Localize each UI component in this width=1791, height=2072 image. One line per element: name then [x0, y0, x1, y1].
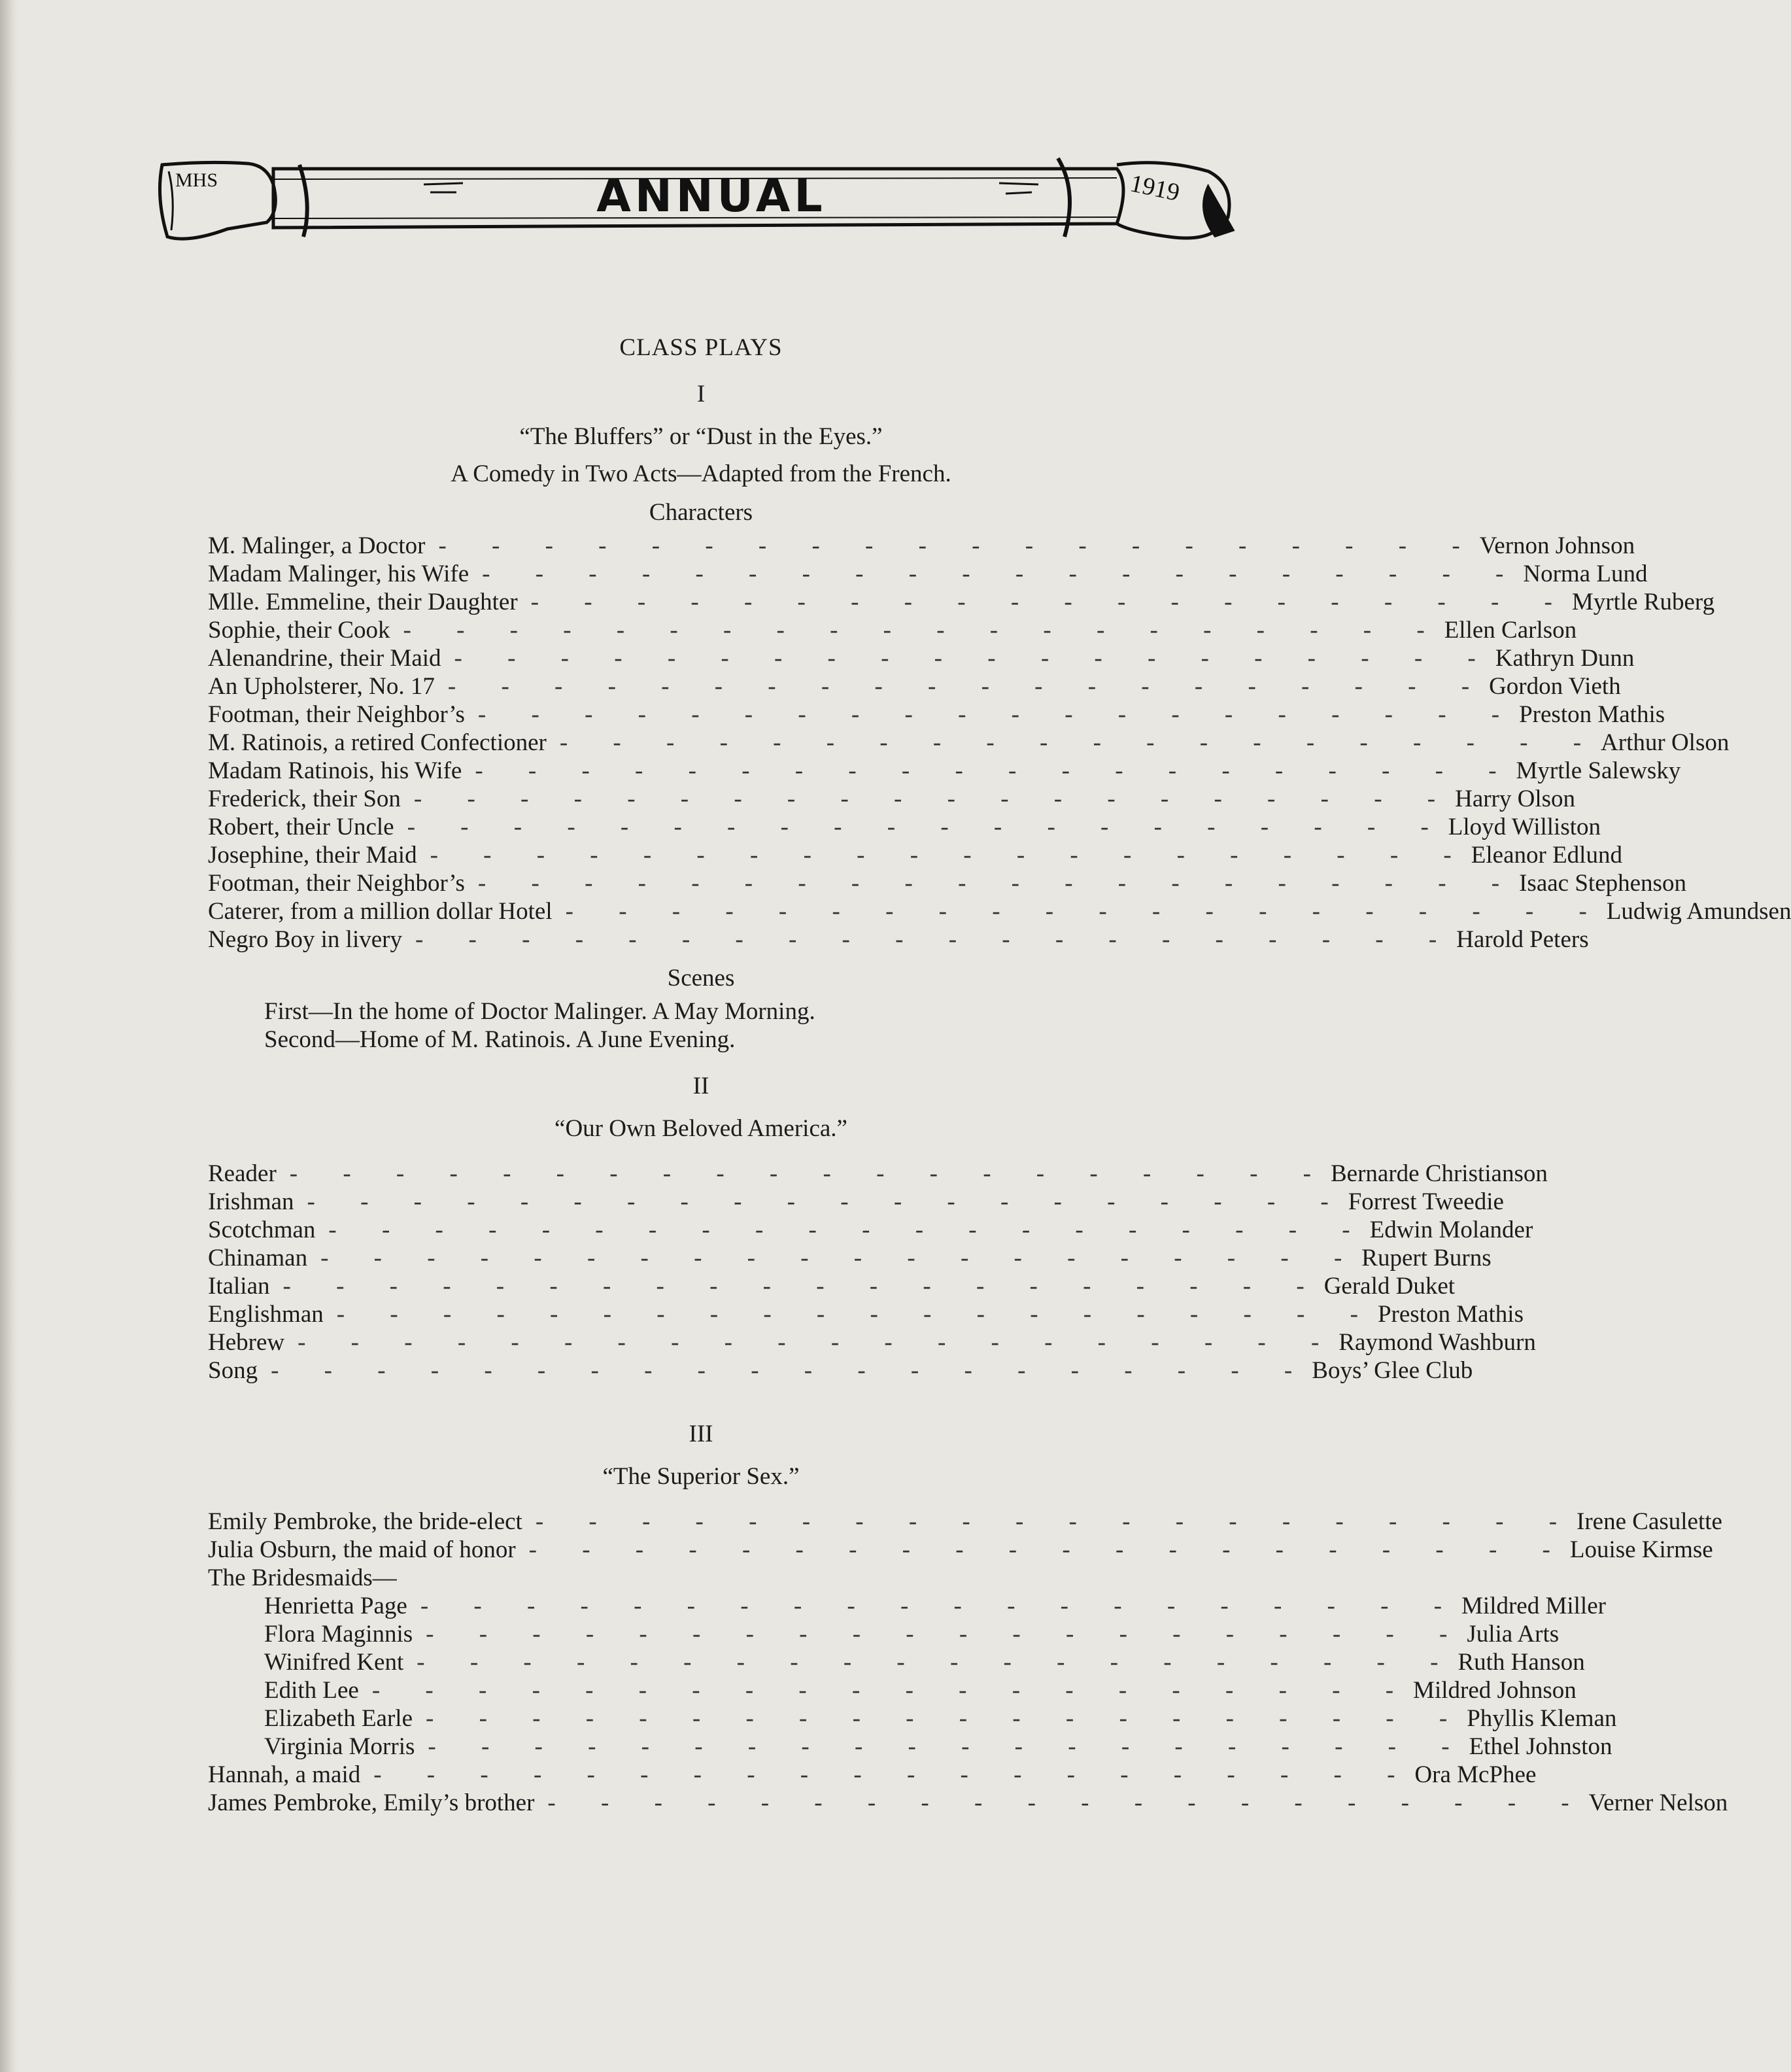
actor-name: Ludwig Amundsen	[1606, 898, 1791, 925]
actor-name: Eleanor Edlund	[1471, 842, 1622, 869]
leader-dashes: - - - - - - - - - - - - - - - - - - - -	[289, 1160, 1331, 1187]
cast-row	[208, 1328, 1536, 1356]
role-name: Emily Pembroke, the bride-elect	[208, 1508, 522, 1535]
role-name: Henrietta Page	[264, 1593, 407, 1619]
actor-name: Kathryn Dunn	[1495, 645, 1635, 672]
leader-dashes: - - - - - - - - - - - - - - - - - - - -	[447, 673, 1490, 700]
leader-dashes: - - - - - - - - - - - - - - - - - - - -	[535, 1508, 1577, 1535]
actor-name: Gordon Vieth	[1489, 673, 1621, 700]
role-name: Madam Ratinois, his Wife	[208, 757, 462, 784]
actor-name: Julia Arts	[1467, 1621, 1560, 1648]
actor-name: Gerald Duket	[1323, 1273, 1456, 1300]
cast-row	[208, 813, 1601, 841]
role-name: Englishman	[208, 1301, 324, 1328]
leader-dashes: - - - - - - - - - - - - - - - - - - - -	[415, 926, 1457, 953]
cast-row	[208, 1300, 1524, 1328]
role-name: Italian	[208, 1273, 270, 1300]
leader-dashes: - - - - - - - - - - - - - - - - - - - -	[320, 1245, 1362, 1271]
leader-dashes: - - - - - - - - - - - - - - - - - - - -	[428, 1733, 1469, 1760]
annual-banner	[149, 145, 1240, 250]
leader-dashes: - - - - - - - - - - - - - - - - - - - -	[413, 786, 1456, 812]
leader-dashes: - - - - - - - - - - - - - - - - - - - -	[547, 1789, 1589, 1816]
actor-name: Ora McPhee	[1414, 1761, 1537, 1788]
cast-row	[208, 1676, 1577, 1704]
role-name: Chinaman	[208, 1245, 308, 1271]
actor-name: Preston Mathis	[1377, 1301, 1524, 1328]
role-name: Robert, their Uncle	[208, 814, 394, 840]
role-name: Song	[208, 1357, 258, 1384]
play-1-title: “The Bluffers” or “Dust in the Eyes.”	[519, 423, 883, 450]
cast-row	[208, 1244, 1492, 1272]
play-1-subtitle: A Comedy in Two Acts—Adapted from the French.	[451, 460, 951, 487]
actor-name: Rupert Burns	[1361, 1245, 1492, 1271]
role-name: Josephine, their Maid	[208, 842, 417, 869]
cast-row	[208, 1704, 1617, 1733]
cast-row	[208, 1188, 1504, 1216]
cast-row	[208, 1733, 1612, 1761]
play-1-scene-1: First—In the home of Doctor Malinger. A May Morning.	[264, 998, 815, 1025]
play-3-cast-list-after	[208, 1761, 1728, 1817]
cast-row	[208, 1272, 1456, 1300]
play-3-cast-list	[208, 1508, 1722, 1564]
banner-title: ANNUAL	[596, 170, 827, 222]
actor-name: Mildred Johnson	[1413, 1677, 1577, 1704]
role-name: M. Malinger, a Doctor	[208, 532, 426, 559]
leader-dashes: - - - - - - - - - - - - - - - - - - - -	[426, 1621, 1467, 1648]
role-name: An Upholsterer, No. 17	[208, 673, 435, 700]
role-name: Footman, their Neighbor’s	[208, 870, 465, 897]
play-3-bridesmaids-list	[208, 1592, 1617, 1761]
actor-name: Forrest Tweedie	[1348, 1188, 1504, 1215]
role-name: Footman, their Neighbor’s	[208, 701, 465, 728]
actor-name: Preston Mathis	[1519, 701, 1665, 728]
cast-row	[208, 672, 1621, 700]
actor-name: Phyllis Kleman	[1467, 1705, 1617, 1732]
role-name: Winifred Kent	[264, 1649, 404, 1676]
play-2-numeral: II	[692, 1073, 709, 1099]
leader-dashes: - - - - - - - - - - - - - - - - - - - -	[454, 645, 1495, 672]
play-3-bridesmaids-label: The Bridesmaids—	[208, 1564, 397, 1591]
role-name: Hebrew	[208, 1329, 285, 1356]
leader-dashes: - - - - - - - - - - - - - - - - - - - -	[298, 1329, 1339, 1356]
actor-name: Ellen Carlson	[1444, 617, 1577, 644]
leader-dashes: - - - - - - - - - - - - - - - - - - - -	[271, 1357, 1312, 1384]
actor-name: Lloyd Williston	[1448, 814, 1601, 840]
cast-row	[208, 588, 1715, 616]
cast-row	[208, 1789, 1728, 1817]
cast-row	[208, 785, 1576, 813]
leader-dashes: - - - - - - - - - - - - - - - - - - - -	[430, 842, 1471, 869]
actor-name: Harold Peters	[1456, 926, 1589, 953]
role-name: Caterer, from a million dollar Hotel	[208, 898, 553, 925]
cast-row	[208, 616, 1577, 644]
play-1-cast-list	[208, 532, 1791, 954]
role-name: Flora Maginnis	[264, 1621, 413, 1648]
cast-row	[208, 532, 1635, 560]
play-3-title: “The Superior Sex.”	[602, 1463, 800, 1490]
play-1-scene-2: Second—Home of M. Ratinois. A June Evening.	[264, 1026, 736, 1053]
cast-row	[208, 1761, 1537, 1789]
play-3-numeral: III	[689, 1421, 713, 1447]
role-name: Edith Lee	[264, 1677, 359, 1704]
actor-name: Ruth Hanson	[1458, 1649, 1585, 1676]
leader-dashes: - - - - - - - - - - - - - - - - - - - -	[426, 1705, 1467, 1732]
cast-row	[208, 1620, 1560, 1648]
actor-name: Norma Lund	[1523, 561, 1648, 587]
page-content	[208, 327, 1791, 1817]
leader-dashes: - - - - - - - - - - - - - - - - - - - -	[475, 757, 1516, 784]
leader-dashes: - - - - - - - - - - - - - - - - - - - -	[328, 1217, 1370, 1243]
leader-dashes: - - - - - - - - - - - - - - - - - - - -	[336, 1301, 1378, 1328]
role-name: James Pembroke, Emily’s brother	[208, 1789, 535, 1816]
leader-dashes: - - - - - - - - - - - - - - - - - - - -	[373, 1761, 1415, 1788]
cast-row	[208, 757, 1681, 785]
play-1-scenes-label: Scenes	[667, 965, 735, 992]
leader-dashes: - - - - - - - - - - - - - - - - - - - -	[403, 617, 1444, 644]
leader-dashes: - - - - - - - - - - - - - - - - - - - -	[307, 1188, 1348, 1215]
leader-dashes: - - - - - - - - - - - - - - - - - - - -	[371, 1677, 1414, 1704]
role-name: Mlle. Emmeline, their Daughter	[208, 589, 518, 615]
leader-dashes: - - - - - - - - - - - - - - - - - - - -	[565, 898, 1607, 925]
role-name: Scotchman	[208, 1217, 316, 1243]
cast-row	[208, 1508, 1722, 1536]
cast-row	[208, 841, 1622, 869]
role-name: Reader	[208, 1160, 277, 1187]
page-heading: CLASS PLAYS	[619, 334, 783, 361]
actor-name: Myrtle Salewsky	[1516, 757, 1681, 784]
leader-dashes: - - - - - - - - - - - - - - - - - - - -	[477, 870, 1520, 897]
cast-row	[208, 1648, 1585, 1676]
cast-row	[208, 869, 1686, 897]
actor-name: Irene Casulette	[1577, 1508, 1722, 1535]
leader-dashes: - - - - - - - - - - - - - - - - - - - -	[282, 1273, 1324, 1300]
cast-row	[208, 925, 1589, 954]
cast-row	[208, 1356, 1473, 1385]
leader-dashes: - - - - - - - - - - - - - - - - - - - -	[477, 701, 1520, 728]
leader-dashes: - - - - - - - - - - - - - - - - - - - -	[438, 532, 1480, 559]
cast-row	[208, 644, 1635, 672]
banner-year: 1919	[1127, 169, 1182, 207]
actor-name: Myrtle Ruberg	[1571, 589, 1715, 615]
actor-name: Ethel Johnston	[1469, 1733, 1612, 1760]
actor-name: Mildred Miller	[1461, 1593, 1606, 1619]
cast-row	[208, 1160, 1548, 1188]
role-name: Alenandrine, their Maid	[208, 645, 441, 672]
leader-dashes: - - - - - - - - - - - - - - - - - - - -	[420, 1593, 1462, 1619]
actor-name: Bernarde Christianson	[1330, 1160, 1548, 1187]
actor-name: Boys’ Glee Club	[1312, 1357, 1473, 1384]
role-name: Negro Boy in livery	[208, 926, 402, 953]
leader-dashes: - - - - - - - - - - - - - - - - - - - -	[407, 814, 1448, 840]
leader-dashes: - - - - - - - - - - - - - - - - - - - -	[528, 1536, 1570, 1563]
leader-dashes: - - - - - - - - - - - - - - - - - - - -	[417, 1649, 1458, 1676]
leader-dashes: - - - - - - - - - - - - - - - - - - - -	[559, 729, 1601, 756]
actor-name: Arthur Olson	[1601, 729, 1730, 756]
cast-row	[208, 700, 1665, 729]
role-name: Hannah, a maid	[208, 1761, 361, 1788]
role-name: Julia Osburn, the maid of honor	[208, 1536, 516, 1563]
role-name: Irishman	[208, 1188, 294, 1215]
cast-row	[208, 897, 1791, 925]
role-name: M. Ratinois, a retired Confectioner	[208, 729, 547, 756]
play-2-title: “Our Own Beloved America.”	[554, 1115, 847, 1142]
cast-row	[208, 1216, 1533, 1244]
play-1-numeral: I	[696, 381, 706, 407]
cast-row	[208, 729, 1730, 757]
role-name: Sophie, their Cook	[208, 617, 390, 644]
play-1-characters-label: Characters	[649, 499, 753, 526]
leader-dashes: - - - - - - - - - - - - - - - - - - - -	[530, 589, 1572, 615]
cast-row	[208, 1536, 1713, 1564]
actor-name: Raymond Washburn	[1339, 1329, 1536, 1356]
play-2-cast-list	[208, 1160, 1548, 1385]
role-name: Madam Malinger, his Wife	[208, 561, 469, 587]
actor-name: Louise Kirmse	[1569, 1536, 1713, 1563]
role-name: Elizabeth Earle	[264, 1705, 413, 1732]
role-name: Frederick, their Son	[208, 786, 401, 812]
role-name: Virginia Morris	[264, 1733, 415, 1760]
actor-name: Edwin Molander	[1369, 1217, 1533, 1243]
cast-row	[208, 560, 1648, 588]
banner-monogram: MHS	[175, 169, 218, 191]
actor-name: Verner Nelson	[1588, 1789, 1728, 1816]
actor-name: Harry Olson	[1455, 786, 1576, 812]
cast-row	[208, 1592, 1606, 1620]
actor-name: Vernon Johnson	[1479, 532, 1635, 559]
actor-name: Isaac Stephenson	[1519, 870, 1686, 897]
leader-dashes: - - - - - - - - - - - - - - - - - - - -	[482, 561, 1524, 587]
page-binding-shadow	[0, 0, 18, 2072]
